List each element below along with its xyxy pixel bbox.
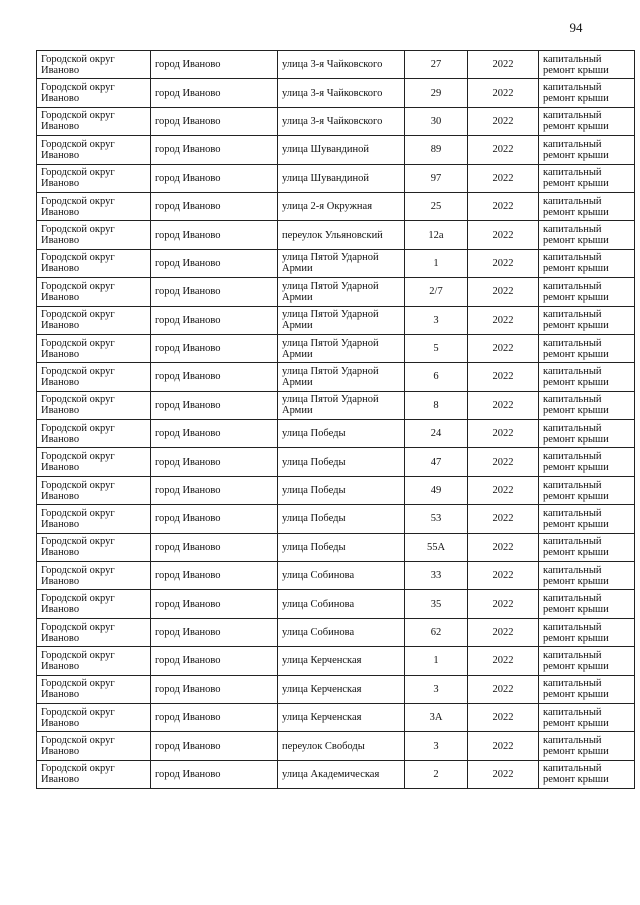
street-cell: улица Шувандиной xyxy=(278,136,405,164)
house-number-cell: 3А xyxy=(405,703,468,731)
district-cell: Городской округ Иваново xyxy=(37,732,151,760)
year-cell: 2022 xyxy=(468,420,539,448)
year-cell: 2022 xyxy=(468,391,539,419)
city-cell: город Иваново xyxy=(151,505,278,533)
city-cell: город Иваново xyxy=(151,391,278,419)
city-cell: город Иваново xyxy=(151,760,278,788)
street-cell: улица Собинова xyxy=(278,590,405,618)
district-cell: Городской округ Иваново xyxy=(37,363,151,391)
house-number-cell: 25 xyxy=(405,192,468,220)
district-cell: Городской округ Иваново xyxy=(37,306,151,334)
table-row xyxy=(37,107,635,135)
city-cell: город Иваново xyxy=(151,136,278,164)
work-type-cell: капитальный ремонт крыши xyxy=(539,505,635,533)
work-type-cell: капитальный ремонт крыши xyxy=(539,136,635,164)
city-cell: город Иваново xyxy=(151,164,278,192)
district-cell: Городской округ Иваново xyxy=(37,760,151,788)
year-cell: 2022 xyxy=(468,533,539,561)
work-type-cell: капитальный ремонт крыши xyxy=(539,476,635,504)
table-row xyxy=(37,391,635,419)
year-cell: 2022 xyxy=(468,192,539,220)
street-cell: улица Керченская xyxy=(278,675,405,703)
city-cell: город Иваново xyxy=(151,675,278,703)
house-number-cell: 2/7 xyxy=(405,278,468,306)
table-row xyxy=(37,505,635,533)
work-type-cell: капитальный ремонт крыши xyxy=(539,249,635,277)
table-row xyxy=(37,562,635,590)
work-type-cell: капитальный ремонт крыши xyxy=(539,420,635,448)
street-cell: улица Победы xyxy=(278,448,405,476)
year-cell: 2022 xyxy=(468,505,539,533)
year-cell: 2022 xyxy=(468,164,539,192)
street-cell: улица Пятой Ударной Армии xyxy=(278,391,405,419)
house-number-cell: 6 xyxy=(405,363,468,391)
city-cell: город Иваново xyxy=(151,249,278,277)
city-cell: город Иваново xyxy=(151,221,278,249)
year-cell: 2022 xyxy=(468,448,539,476)
street-cell: улица Победы xyxy=(278,420,405,448)
street-cell: улица Собинова xyxy=(278,618,405,646)
city-cell: город Иваново xyxy=(151,647,278,675)
street-cell: переулок Свободы xyxy=(278,732,405,760)
year-cell: 2022 xyxy=(468,306,539,334)
house-number-cell: 49 xyxy=(405,476,468,504)
work-type-cell: капитальный ремонт крыши xyxy=(539,278,635,306)
district-cell: Городской округ Иваново xyxy=(37,675,151,703)
work-type-cell: капитальный ремонт крыши xyxy=(539,760,635,788)
district-cell: Городской округ Иваново xyxy=(37,278,151,306)
year-cell: 2022 xyxy=(468,107,539,135)
year-cell: 2022 xyxy=(468,476,539,504)
table-row xyxy=(37,675,635,703)
work-type-cell: капитальный ремонт крыши xyxy=(539,590,635,618)
year-cell: 2022 xyxy=(468,760,539,788)
city-cell: город Иваново xyxy=(151,278,278,306)
year-cell: 2022 xyxy=(468,647,539,675)
city-cell: город Иваново xyxy=(151,618,278,646)
city-cell: город Иваново xyxy=(151,306,278,334)
district-cell: Городской округ Иваново xyxy=(37,391,151,419)
house-number-cell: 1 xyxy=(405,249,468,277)
table-row xyxy=(37,221,635,249)
table-row xyxy=(37,51,635,79)
street-cell: улица Пятой Ударной Армии xyxy=(278,249,405,277)
city-cell: город Иваново xyxy=(151,533,278,561)
work-type-cell: капитальный ремонт крыши xyxy=(539,221,635,249)
work-type-cell: капитальный ремонт крыши xyxy=(539,448,635,476)
street-cell: улица Академическая xyxy=(278,760,405,788)
district-cell: Городской округ Иваново xyxy=(37,249,151,277)
district-cell: Городской округ Иваново xyxy=(37,51,151,79)
year-cell: 2022 xyxy=(468,249,539,277)
house-number-cell: 35 xyxy=(405,590,468,618)
city-cell: город Иваново xyxy=(151,363,278,391)
table-body xyxy=(37,51,635,789)
work-type-cell: капитальный ремонт крыши xyxy=(539,51,635,79)
city-cell: город Иваново xyxy=(151,107,278,135)
street-cell: улица Пятой Ударной Армии xyxy=(278,363,405,391)
year-cell: 2022 xyxy=(468,703,539,731)
work-type-cell: капитальный ремонт крыши xyxy=(539,363,635,391)
street-cell: улица 2-я Окружная xyxy=(278,192,405,220)
year-cell: 2022 xyxy=(468,675,539,703)
district-cell: Городской округ Иваново xyxy=(37,448,151,476)
district-cell: Городской округ Иваново xyxy=(37,703,151,731)
year-cell: 2022 xyxy=(468,562,539,590)
repair-schedule-table xyxy=(36,50,635,789)
city-cell: город Иваново xyxy=(151,448,278,476)
district-cell: Городской округ Иваново xyxy=(37,505,151,533)
district-cell: Городской округ Иваново xyxy=(37,221,151,249)
house-number-cell: 62 xyxy=(405,618,468,646)
year-cell: 2022 xyxy=(468,618,539,646)
street-cell: улица Победы xyxy=(278,505,405,533)
year-cell: 2022 xyxy=(468,79,539,107)
work-type-cell: капитальный ремонт крыши xyxy=(539,562,635,590)
street-cell: улица Пятой Ударной Армии xyxy=(278,278,405,306)
district-cell: Городской округ Иваново xyxy=(37,647,151,675)
street-cell: улица Победы xyxy=(278,476,405,504)
house-number-cell: 5 xyxy=(405,334,468,362)
city-cell: город Иваново xyxy=(151,192,278,220)
table-row xyxy=(37,192,635,220)
table-row xyxy=(37,164,635,192)
year-cell: 2022 xyxy=(468,732,539,760)
work-type-cell: капитальный ремонт крыши xyxy=(539,533,635,561)
work-type-cell: капитальный ремонт крыши xyxy=(539,107,635,135)
district-cell: Городской округ Иваново xyxy=(37,562,151,590)
house-number-cell: 53 xyxy=(405,505,468,533)
table-row xyxy=(37,533,635,561)
street-cell: улица Керченская xyxy=(278,703,405,731)
work-type-cell: капитальный ремонт крыши xyxy=(539,647,635,675)
city-cell: город Иваново xyxy=(151,79,278,107)
district-cell: Городской округ Иваново xyxy=(37,476,151,504)
table-row xyxy=(37,249,635,277)
street-cell: улица 3-я Чайковского xyxy=(278,51,405,79)
house-number-cell: 27 xyxy=(405,51,468,79)
year-cell: 2022 xyxy=(468,278,539,306)
work-type-cell: капитальный ремонт крыши xyxy=(539,79,635,107)
city-cell: город Иваново xyxy=(151,51,278,79)
district-cell: Городской округ Иваново xyxy=(37,590,151,618)
table-row xyxy=(37,363,635,391)
table-row xyxy=(37,334,635,362)
house-number-cell: 89 xyxy=(405,136,468,164)
year-cell: 2022 xyxy=(468,590,539,618)
house-number-cell: 97 xyxy=(405,164,468,192)
table-row xyxy=(37,590,635,618)
work-type-cell: капитальный ремонт крыши xyxy=(539,732,635,760)
work-type-cell: капитальный ремонт крыши xyxy=(539,391,635,419)
work-type-cell: капитальный ремонт крыши xyxy=(539,703,635,731)
table-row xyxy=(37,618,635,646)
district-cell: Городской округ Иваново xyxy=(37,192,151,220)
house-number-cell: 47 xyxy=(405,448,468,476)
district-cell: Городской округ Иваново xyxy=(37,334,151,362)
year-cell: 2022 xyxy=(468,51,539,79)
street-cell: улица Пятой Ударной Армии xyxy=(278,306,405,334)
district-cell: Городской округ Иваново xyxy=(37,79,151,107)
district-cell: Городской округ Иваново xyxy=(37,107,151,135)
table-row xyxy=(37,703,635,731)
house-number-cell: 33 xyxy=(405,562,468,590)
work-type-cell: капитальный ремонт крыши xyxy=(539,164,635,192)
house-number-cell: 55А xyxy=(405,533,468,561)
table-row xyxy=(37,647,635,675)
house-number-cell: 1 xyxy=(405,647,468,675)
work-type-cell: капитальный ремонт крыши xyxy=(539,306,635,334)
work-type-cell: капитальный ремонт крыши xyxy=(539,334,635,362)
page-number: 94 xyxy=(569,20,583,35)
district-cell: Городской округ Иваново xyxy=(37,164,151,192)
year-cell: 2022 xyxy=(468,363,539,391)
city-cell: город Иваново xyxy=(151,334,278,362)
district-cell: Городской округ Иваново xyxy=(37,533,151,561)
street-cell: улица 3-я Чайковского xyxy=(278,107,405,135)
street-cell: переулок Ульяновский xyxy=(278,221,405,249)
house-number-cell: 2 xyxy=(405,760,468,788)
house-number-cell: 3 xyxy=(405,675,468,703)
city-cell: город Иваново xyxy=(151,732,278,760)
house-number-cell: 12а xyxy=(405,221,468,249)
year-cell: 2022 xyxy=(468,136,539,164)
table-row xyxy=(37,79,635,107)
district-cell: Городской округ Иваново xyxy=(37,136,151,164)
street-cell: улица Пятой Ударной Армии xyxy=(278,334,405,362)
table-row xyxy=(37,476,635,504)
city-cell: город Иваново xyxy=(151,562,278,590)
work-type-cell: капитальный ремонт крыши xyxy=(539,192,635,220)
table-row xyxy=(37,136,635,164)
house-number-cell: 29 xyxy=(405,79,468,107)
year-cell: 2022 xyxy=(468,221,539,249)
house-number-cell: 30 xyxy=(405,107,468,135)
street-cell: улица 3-я Чайковского xyxy=(278,79,405,107)
house-number-cell: 24 xyxy=(405,420,468,448)
table-row xyxy=(37,306,635,334)
table-row xyxy=(37,732,635,760)
work-type-cell: капитальный ремонт крыши xyxy=(539,675,635,703)
table-row xyxy=(37,278,635,306)
house-number-cell: 8 xyxy=(405,391,468,419)
city-cell: город Иваново xyxy=(151,476,278,504)
table-row xyxy=(37,420,635,448)
street-cell: улица Керченская xyxy=(278,647,405,675)
street-cell: улица Победы xyxy=(278,533,405,561)
district-cell: Городской округ Иваново xyxy=(37,618,151,646)
city-cell: город Иваново xyxy=(151,703,278,731)
year-cell: 2022 xyxy=(468,334,539,362)
table-row xyxy=(37,760,635,788)
street-cell: улица Шувандиной xyxy=(278,164,405,192)
table-row xyxy=(37,448,635,476)
house-number-cell: 3 xyxy=(405,306,468,334)
city-cell: город Иваново xyxy=(151,420,278,448)
district-cell: Городской округ Иваново xyxy=(37,420,151,448)
work-type-cell: капитальный ремонт крыши xyxy=(539,618,635,646)
city-cell: город Иваново xyxy=(151,590,278,618)
street-cell: улица Собинова xyxy=(278,562,405,590)
house-number-cell: 3 xyxy=(405,732,468,760)
